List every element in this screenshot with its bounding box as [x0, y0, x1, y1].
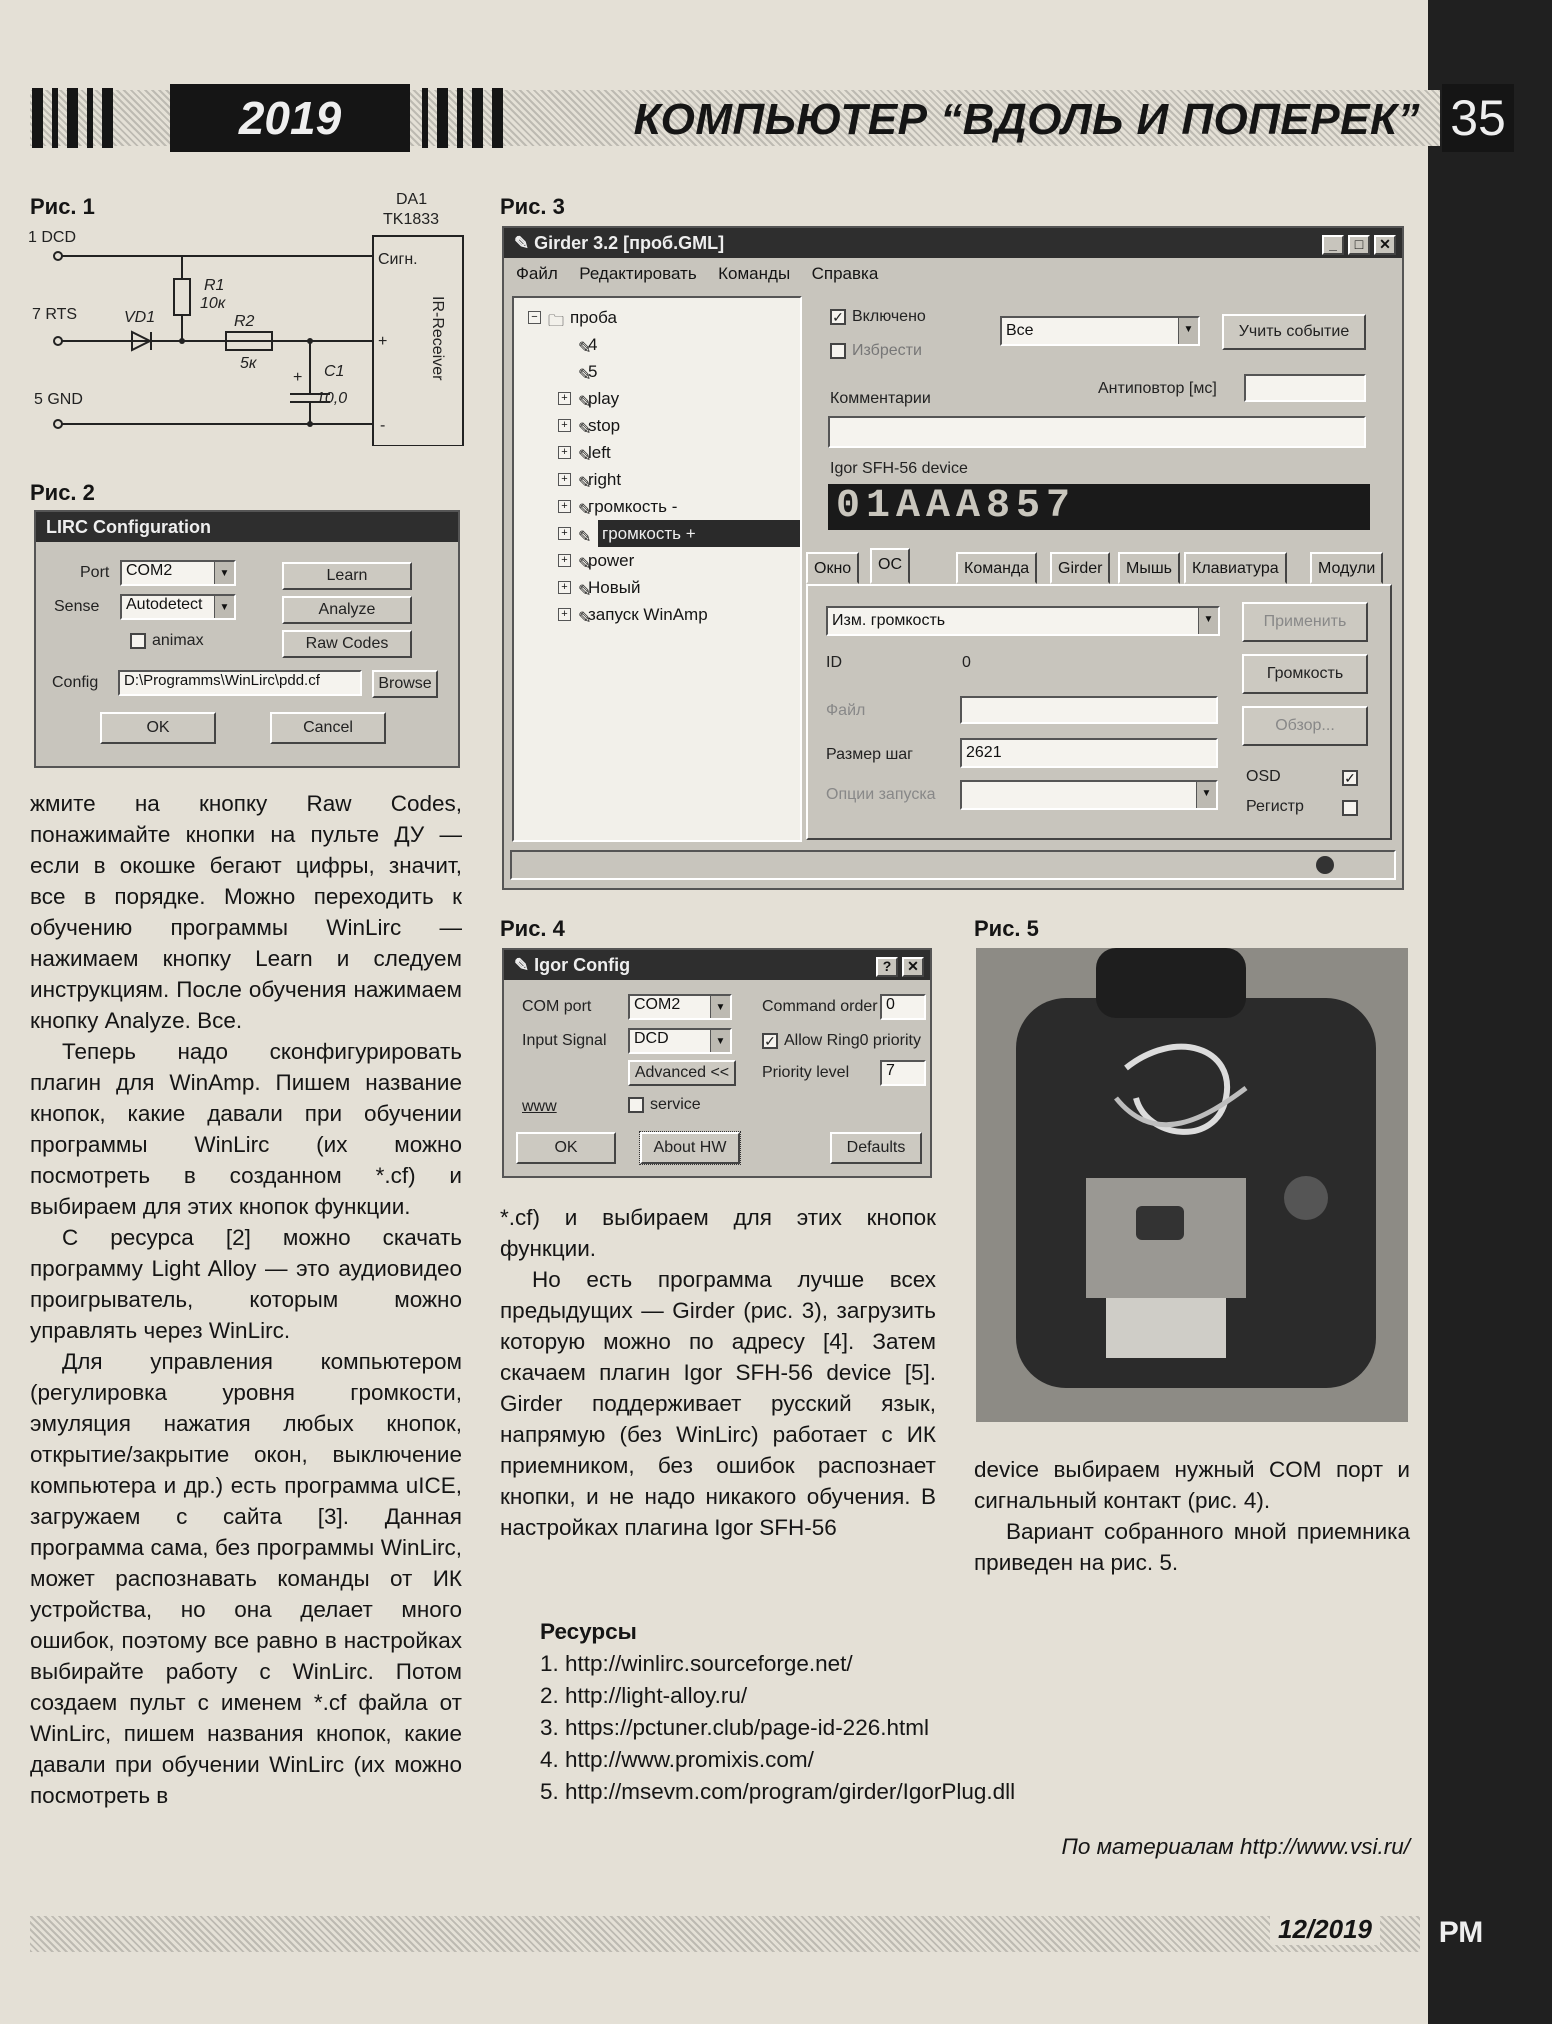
chevron-down-icon[interactable]: ▼	[214, 562, 234, 584]
chevron-down-icon[interactable]: ▼	[710, 1030, 730, 1052]
tab-mouse[interactable]: Мышь	[1118, 552, 1180, 584]
animax-checkbox[interactable]: animax	[130, 632, 204, 650]
girder-app-icon: ✎	[514, 233, 535, 253]
tree-item-selected[interactable]: + ✎ громкость +	[598, 520, 800, 547]
ok-button[interactable]: OK	[100, 712, 216, 744]
defaults-button[interactable]: Defaults	[830, 1132, 922, 1164]
close-icon[interactable]: ✕	[1374, 235, 1396, 255]
fig5-caption: Рис. 5	[974, 916, 1039, 941]
tree-item[interactable]: + ✎ запуск WinAmp	[514, 601, 800, 628]
comment-input[interactable]	[828, 416, 1366, 448]
fig1-minus: -	[380, 417, 386, 434]
file-label: Файл	[826, 702, 866, 719]
tree-item[interactable]: + ✎ play	[514, 385, 800, 412]
page-number: 35	[1442, 84, 1514, 152]
pencil-icon: ✎	[578, 502, 592, 519]
chevron-down-icon[interactable]: ▼	[1196, 782, 1216, 808]
fig1-plus: +	[378, 333, 388, 350]
menu-edit[interactable]: Редактировать	[579, 264, 697, 283]
tree-item[interactable]: + ✎ stop	[514, 412, 800, 439]
igor-config-window	[502, 948, 932, 1178]
col3-para: device выбираем нужный COM порт и сигнальный контакт (рис. 4).	[974, 1457, 1410, 1513]
tree-item[interactable]: ✎ 4	[514, 331, 800, 358]
sense-label: Sense	[54, 598, 100, 615]
pencil-icon: ✎	[578, 583, 592, 600]
magazine-logo: РМ	[1438, 1916, 1484, 1949]
tab-keyboard[interactable]: Клавиатура	[1184, 552, 1287, 584]
igor-title: ✎ Igor Config ? ✕	[504, 950, 930, 980]
learn-button[interactable]: Learn	[282, 562, 412, 590]
port-select[interactable]: COM2 ▼	[120, 560, 236, 586]
header-year: 2019	[170, 84, 410, 152]
step-label: Размер шаг	[826, 746, 914, 763]
ring0-checkbox[interactable]: ✓ Allow Ring0 priority	[762, 1032, 921, 1050]
analyze-button[interactable]: Analyze	[282, 596, 412, 624]
girder-window	[502, 226, 1404, 890]
about-hw-button[interactable]: About HW	[640, 1132, 740, 1164]
resource-link[interactable]: 3. https://pctuner.club/page-id-226.html	[540, 1715, 929, 1740]
status-led-icon	[1316, 856, 1334, 874]
volume-button[interactable]: Громкость	[1242, 654, 1368, 694]
fig2-caption: Рис. 2	[30, 480, 95, 505]
priority-label: Priority level	[762, 1064, 850, 1081]
filter-select[interactable]: Все ▼	[1000, 316, 1200, 346]
col1-para: жмите на кнопку Raw Codes, понажимайте кнопки на пульте ДУ — если в окошке бегают цифры, значит, все в порядке. Можно переходить к обучению программы WinLirc — нажимаем кнопку Learn и следуем инструкциям. После обучения нажимаем кнопку Analyze. Все.	[30, 791, 462, 1033]
com-port-label: COM port	[522, 998, 592, 1015]
pencil-icon: ✎	[578, 448, 592, 465]
service-checkbox[interactable]: service	[628, 1096, 701, 1114]
config-label: Config	[52, 674, 99, 691]
tab-os[interactable]: ОС	[870, 548, 910, 584]
girder-tree	[512, 296, 802, 842]
col3-para: Вариант собранного мной приемника приведен на рис. 5.	[974, 1519, 1410, 1575]
pencil-icon: ✎	[578, 340, 592, 357]
favorite-checkbox[interactable]: Избрести	[830, 342, 922, 360]
fig5-photo	[976, 948, 1408, 1422]
pencil-icon: ✎	[578, 529, 592, 546]
fig1-caption: Рис. 1	[30, 194, 95, 219]
step-input[interactable]: 2621	[960, 738, 1218, 768]
antirepeat-input[interactable]	[1244, 374, 1366, 402]
learn-event-button[interactable]: Учить событие	[1222, 314, 1366, 350]
fig1-pin1: 1 DCD	[28, 229, 77, 246]
priority-spin[interactable]: 7	[880, 1060, 926, 1086]
run-options-label: Опции запуска	[826, 786, 936, 803]
menu-file[interactable]: Файл	[516, 264, 558, 283]
col2-para: *.cf) и выбираем для этих кнопок функции.	[500, 1205, 936, 1261]
tree-item[interactable]: + ✎ громкость -	[514, 493, 800, 520]
fig1-r1-value: 10к	[200, 295, 226, 312]
igor-app-icon: ✎	[514, 955, 535, 975]
fig1-r2-value: 5к	[240, 355, 257, 372]
dark-page-edge	[1428, 0, 1552, 2024]
advanced-button[interactable]: Advanced <<	[628, 1060, 736, 1086]
tree-item[interactable]: + ✎ left	[514, 439, 800, 466]
chevron-down-icon[interactable]: ▼	[1198, 608, 1218, 634]
maximize-icon[interactable]: □	[1348, 235, 1370, 255]
girder-menu-bar	[504, 258, 1402, 290]
tree-item[interactable]: + ✎ power	[514, 547, 800, 574]
resources-block	[540, 1616, 1300, 1808]
register-label: Регистр	[1246, 798, 1304, 815]
resources-title: Ресурсы	[540, 1619, 637, 1644]
col1-para: С ресурса [2] можно скачать программу Light Alloy — это аудиовидео проигрыватель, которым можно управлять через WinLirc.	[30, 1225, 462, 1343]
tab-modules[interactable]: Модули	[1310, 552, 1383, 584]
tree-item[interactable]: + ✎ Новый	[514, 574, 800, 601]
column-2-text	[500, 1202, 936, 1543]
osd-checkbox[interactable]: ✓	[1342, 770, 1358, 786]
menu-help[interactable]: Справка	[811, 264, 879, 283]
run-options-select[interactable]	[960, 780, 1218, 810]
fig1-schematic	[28, 186, 468, 446]
input-signal-select[interactable]: DCD ▼	[628, 1028, 732, 1054]
pencil-icon: ✎	[578, 556, 592, 573]
folder-icon: 🗀	[548, 313, 565, 330]
chevron-down-icon[interactable]: ▼	[214, 596, 234, 618]
tree-root[interactable]: − 🗀 проба	[514, 304, 800, 331]
code-display: 01AAA857	[828, 484, 1370, 530]
www-link[interactable]: www	[522, 1098, 557, 1115]
port-label: Port	[80, 564, 110, 581]
id-value: 0	[962, 654, 971, 671]
fig4-caption: Рис. 4	[500, 916, 565, 941]
tree-item[interactable]: ✎ 5	[514, 358, 800, 385]
fig1-receiver: IR-Receiver	[429, 296, 446, 381]
status-bar	[510, 850, 1396, 880]
col1-para: Теперь надо сконфигурировать плагин для WinAmp. Пишем название кнопок, какие давали при обучении программы WinLirc (их можно посмотреть в созданном *.cf) и выбираем для этих кнопок функции.	[30, 1039, 462, 1219]
cancel-button[interactable]: Cancel	[270, 712, 386, 744]
help-icon[interactable]: ?	[876, 957, 898, 977]
browse-button[interactable]: Browse	[372, 670, 438, 698]
page-header	[30, 84, 1506, 152]
close-icon[interactable]: ✕	[902, 957, 924, 977]
issue-number: 12/2019	[1270, 1914, 1380, 1945]
minimize-icon[interactable]: _	[1322, 235, 1344, 255]
resource-link[interactable]: 4. http://www.promixis.com/	[540, 1747, 814, 1772]
file-input[interactable]	[960, 696, 1218, 724]
device-label: Igor SFH-56 device	[830, 460, 968, 477]
enabled-checkbox[interactable]: ✓ Включено	[830, 308, 926, 326]
tree-item[interactable]: + ✎ right	[514, 466, 800, 493]
id-label: ID	[826, 654, 842, 671]
pencil-icon: ✎	[578, 394, 592, 411]
pencil-icon: ✎	[578, 475, 592, 492]
header-title: КОМПЬЮТЕР “ВДОЛЬ И ПОПЕРЕК”	[633, 95, 1420, 144]
column-1-text	[30, 788, 462, 1811]
command-order-label: Command order	[762, 998, 878, 1015]
lirc-title: LIRC Configuration	[36, 512, 458, 542]
register-checkbox[interactable]	[1342, 800, 1358, 816]
girder-tabs	[806, 552, 1392, 584]
lirc-config-window	[34, 510, 460, 768]
apply-button[interactable]: Применить	[1242, 602, 1368, 642]
sense-select[interactable]: Autodetect ▼	[120, 594, 236, 620]
fig1-pin5: 5 GND	[34, 391, 83, 408]
ok-button[interactable]: OK	[516, 1132, 616, 1164]
fig1-da1: DA1	[396, 191, 428, 208]
resource-link[interactable]: 5. http://msevm.com/program/girder/IgorPlug.dll	[540, 1779, 1016, 1804]
pencil-icon: ✎	[578, 421, 592, 438]
fig1-pin7: 7 RTS	[32, 306, 78, 323]
fig1-c1: C1	[324, 363, 345, 380]
fig1-c1-plus: +	[293, 369, 303, 386]
column-3-text	[974, 1454, 1410, 1578]
fig1-r2: R2	[234, 313, 255, 330]
col1-para: Для управления компьютером (регулировка уровня громкости, эмуляция нажатия любых кнопок, открытие/закрытие окон, выключение компьютера и др.) есть программа uICE, загружаем с сайта [3]. Данная программа сама, без программы WinLirc, может распознавать команды от ИК устройства, но она делает много ошибок, поэтому все равно в настройках выбирайте работу с WinLirc. Потом создаем пульт с именем *.cf файла от WinLirc, пишем названия кнопок, какие давали при обучении WinLirc (их можно посмотреть в	[30, 1349, 462, 1808]
com-port-select[interactable]: COM2 ▼	[628, 994, 732, 1020]
girder-title: ✎ Girder 3.2 [проб.GML] _ □ ✕	[504, 228, 1402, 258]
fig3-caption: Рис. 3	[500, 194, 565, 219]
resource-link[interactable]: 2. http://light-alloy.ru/	[540, 1683, 748, 1708]
tab-girder[interactable]: Girder	[1050, 552, 1110, 584]
action-select[interactable]: Изм. громкость ▼	[826, 606, 1220, 636]
fig1-r1: R1	[204, 277, 225, 294]
fig1-signal: Сигн.	[378, 251, 418, 268]
osd-label: OSD	[1246, 768, 1281, 785]
menu-commands[interactable]: Команды	[718, 264, 791, 283]
header-bars-left	[32, 88, 113, 148]
antirepeat-label: Антиповтор [мс]	[1098, 380, 1217, 397]
fig1-c1-value: 10,0	[316, 390, 348, 407]
resource-link[interactable]: 1. http://winlirc.sourceforge.net/	[540, 1651, 853, 1676]
tab-command[interactable]: Команда	[956, 552, 1037, 584]
pencil-icon: ✎	[578, 367, 592, 384]
raw-codes-button[interactable]: Raw Codes	[282, 630, 412, 658]
chevron-down-icon[interactable]: ▼	[1178, 318, 1198, 344]
pencil-icon: ✎	[578, 610, 592, 627]
config-input[interactable]: D:\Programms\WinLirc\pdd.cf	[118, 670, 362, 696]
command-order-spin[interactable]: 0	[880, 994, 926, 1020]
header-bars-right	[422, 88, 503, 148]
comment-label: Комментарии	[830, 390, 931, 407]
col2-para: Но есть программа лучше всех предыдущих — Girder (рис. 3), загрузить которую можно по адресу [4]. Затем скачаем плагин Igor SFH-56 device [5]. Girder поддерживает русский язык, напрямую (без WinLirc) работает с ИК приемником, без ошибок распознает кнопки, и не надо никакого обучения. В настройках плагина Igor SFH-56	[500, 1267, 936, 1540]
source-credit: По материалам http://www.vsi.ru/	[1061, 1834, 1410, 1859]
fig1-vd1: VD1	[124, 309, 156, 326]
chevron-down-icon[interactable]: ▼	[710, 996, 730, 1018]
footer-band	[30, 1916, 1420, 1952]
fig1-chip: TK1833	[383, 211, 440, 228]
tab-window[interactable]: Окно	[806, 552, 859, 584]
input-signal-label: Input Signal	[522, 1032, 607, 1049]
browse-button[interactable]: Обзор...	[1242, 706, 1368, 746]
